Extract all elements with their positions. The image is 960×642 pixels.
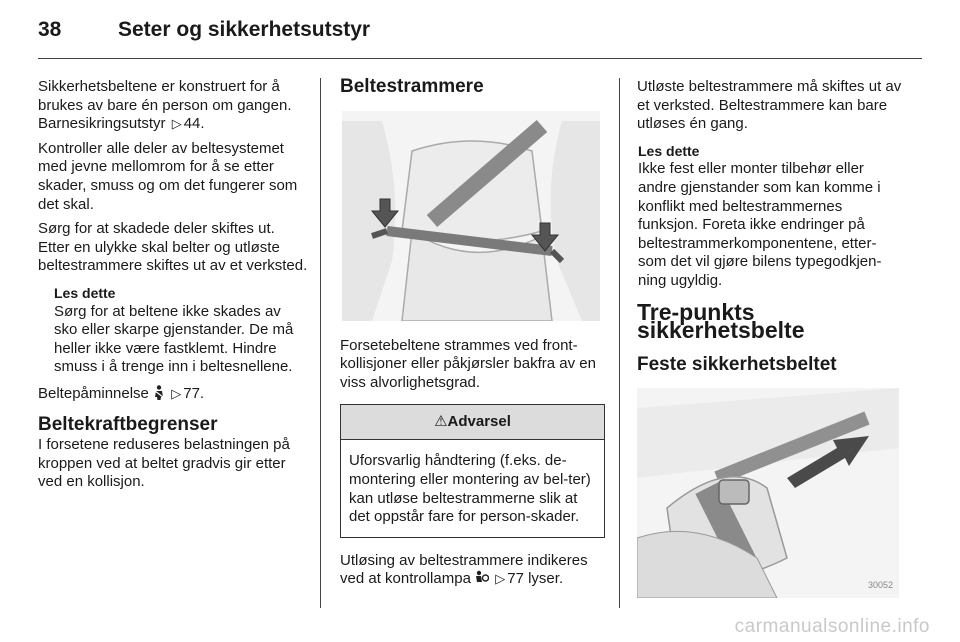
column-right bbox=[637, 78, 902, 598]
figure-label: 30052 bbox=[867, 579, 893, 590]
warning-text: Uforsvarlig håndtering (f.eks. de-montering eller montering av bel-ter) kan utløse beltestrammerne slik at det oppstår fare for person-skader. bbox=[349, 452, 591, 526]
watermark: carmanualsonline.info bbox=[734, 616, 930, 637]
airbag-warning-lamp-icon bbox=[475, 570, 489, 585]
page-reference[interactable]: 77. bbox=[183, 384, 205, 402]
seatbelt-person-icon bbox=[153, 385, 165, 400]
warning-triangle-icon: ⚠ bbox=[434, 413, 448, 431]
section-heading: Beltekraftbegrenser bbox=[38, 413, 218, 435]
paragraph: Utløste beltestrammere må skiftes ut av et verksted. Beltestrammere kan bare utløses én gang. bbox=[637, 78, 902, 133]
belt-tensioner-illustration bbox=[342, 111, 600, 321]
warning-box bbox=[340, 404, 605, 537]
paragraph: Beltepåminnelse ▷ 77. bbox=[38, 384, 205, 402]
paragraph: Sørg for at skadede deler skiftes ut. Etter en ulykke skal belter og utløste beltestrammere skiftes ut av et verksted. bbox=[38, 220, 308, 275]
page-number: 38 bbox=[38, 18, 62, 41]
belt-tensioner-drawing bbox=[342, 111, 600, 321]
column-middle bbox=[340, 78, 605, 595]
paragraph: Kontroller alle deler av beltesystemet med jevne mellomrom for å se etter skader, smuss og om det fungerer som det skal. bbox=[38, 139, 298, 213]
page-header bbox=[38, 14, 922, 59]
paragraph: Sikkerhetsbeltene er konstruert for å brukes av bare én person om gangen. Barnesikringsutstyr ▷ 44. bbox=[38, 78, 292, 133]
warning-title: Advarsel bbox=[447, 413, 511, 431]
note bbox=[638, 142, 902, 291]
paragraph: I forsetene reduseres belastningen på kroppen ved at beltet gradvis gir etter ved en kollisjon. bbox=[38, 436, 290, 491]
column-left bbox=[38, 78, 308, 498]
note bbox=[54, 284, 308, 377]
note-title: Les dette bbox=[638, 142, 700, 159]
note-text: Ikke fest eller monter tilbehør eller andre gjenstander som kan komme i konflikt med beltestrammernes funksjon. Foreta ikke endringer på beltestrammerkomponentene, etter-som det vil gjøre bilens typegodkjen-ning ugyldig. bbox=[638, 160, 882, 289]
paragraph: Forsetebeltene strammes ved front-kollisjoner eller påkjørsler bakfra av en viss alvorlighetsgrad. bbox=[340, 336, 596, 391]
page-reference-arrow-icon: ▷ bbox=[171, 116, 182, 132]
note-text: Sørg for at beltene ikke skades av sko eller skarpe gjenstander. De må heller ikke være fastklemt. Hindre smuss i å trenge inn i beltesnellene. bbox=[54, 302, 294, 376]
note-title: Les dette bbox=[54, 284, 116, 301]
warning-header bbox=[341, 405, 604, 440]
fasten-seatbelt-illustration bbox=[637, 388, 899, 598]
paragraph: Utløsing av beltestrammere indikeres ved at kontrollampa ▷ 77 lyser. bbox=[340, 551, 588, 588]
section-heading: Beltestrammere bbox=[340, 76, 484, 97]
page-reference-arrow-icon: ▷ bbox=[495, 571, 506, 587]
page-title: Seter og sikkerhetsutstyr bbox=[118, 18, 371, 41]
page-reference[interactable]: 44. bbox=[183, 115, 205, 133]
column-divider bbox=[320, 78, 321, 608]
section-subheading: Feste sikkerhetsbeltet bbox=[637, 353, 837, 375]
section-heading: Tre-punkts sikkerhetsbelte bbox=[637, 298, 805, 344]
fasten-seatbelt-drawing bbox=[637, 388, 899, 598]
page-reference[interactable]: 77 lyser. bbox=[507, 570, 564, 588]
page-reference-arrow-icon: ▷ bbox=[171, 385, 182, 401]
column-divider bbox=[619, 78, 620, 608]
